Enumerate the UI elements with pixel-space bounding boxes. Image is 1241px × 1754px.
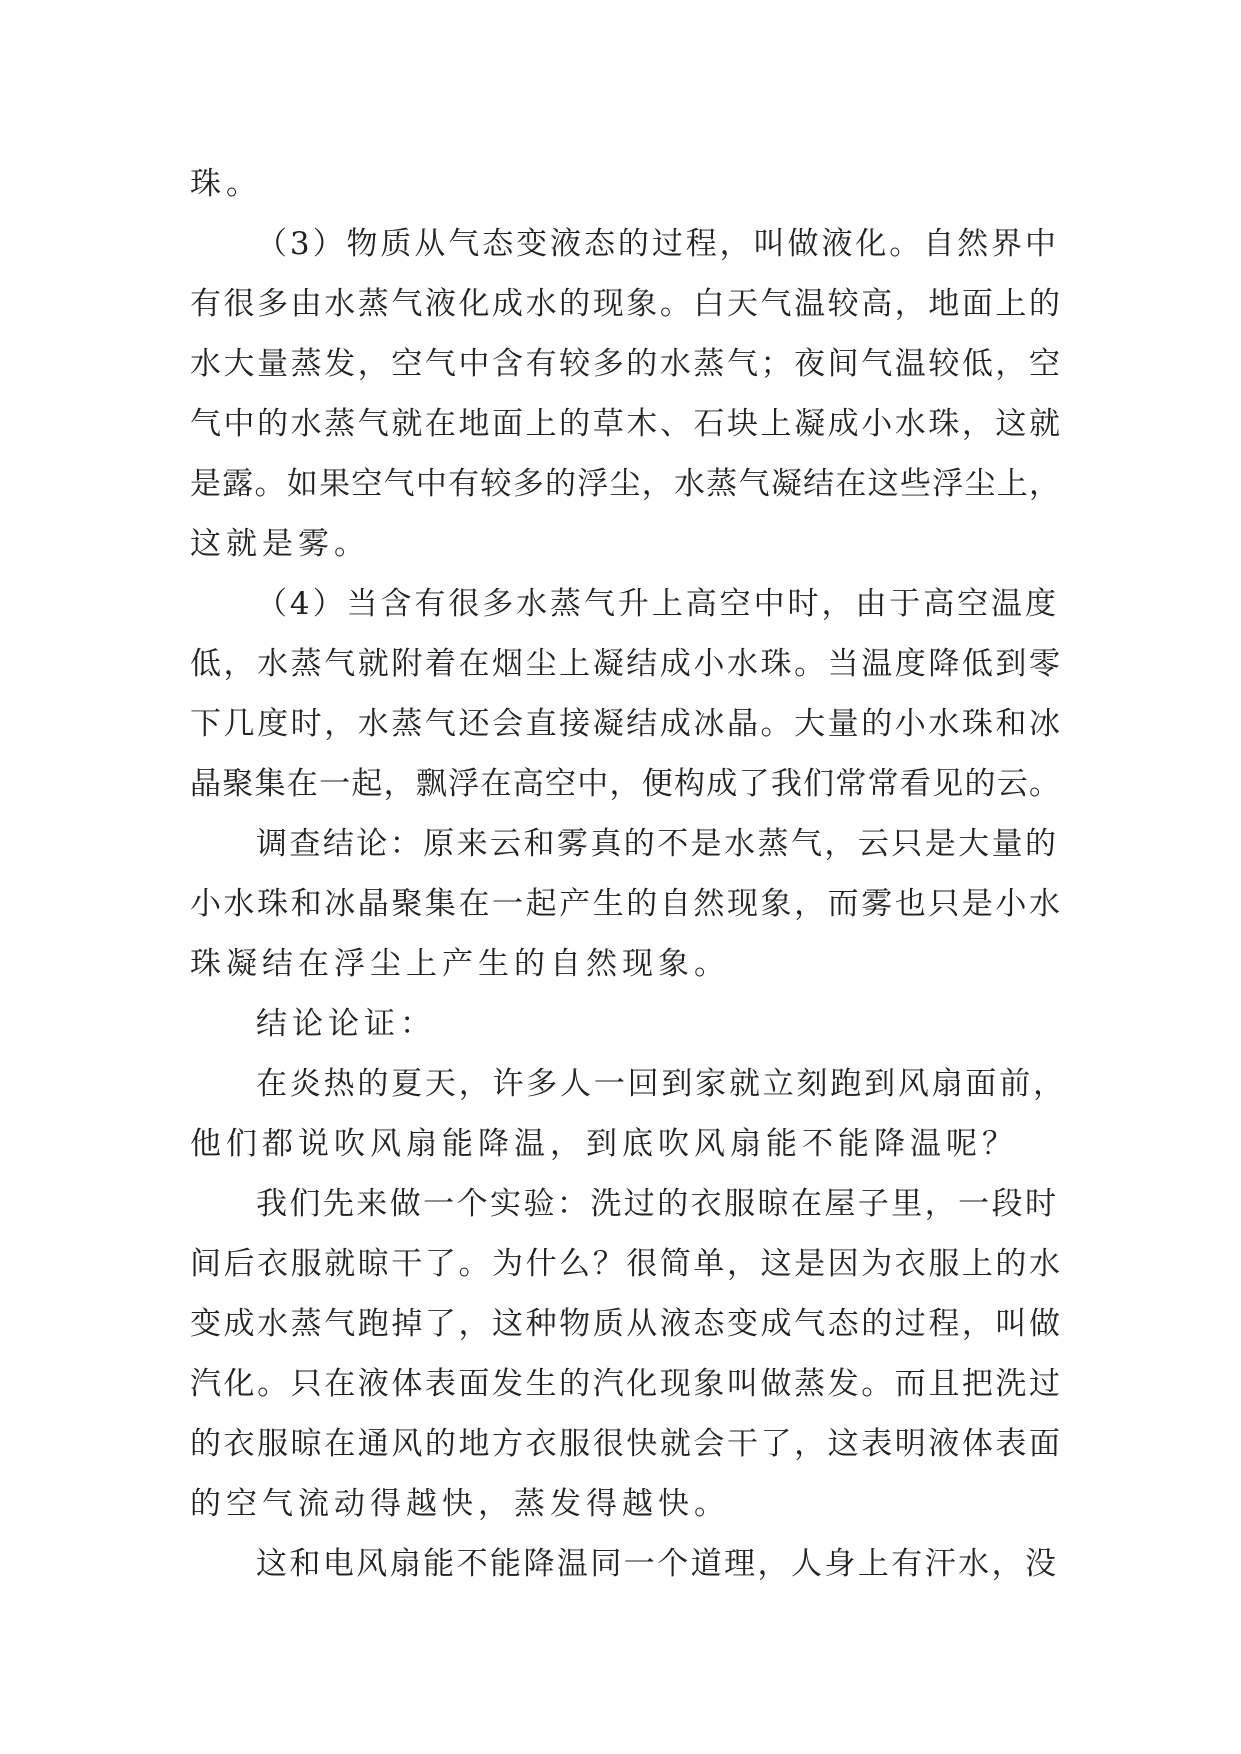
text-line: 这就是雾。 xyxy=(190,526,370,562)
text-line: （4）当含有很多水蒸气升上高空中时，由于高空温度 xyxy=(256,586,1056,622)
text-line: 间后衣服就晾干了。为什么？很简单，这是因为衣服上的水 xyxy=(190,1246,1060,1282)
text-line: 气中的水蒸气就在地面上的草木、石块上凝成小水珠，这就 xyxy=(190,406,1060,442)
text-line: 我们先来做一个实验：洗过的衣服晾在屋子里，一段时 xyxy=(256,1186,1056,1222)
text-line: 汽化。只在液体表面发生的汽化现象叫做蒸发。而且把洗过 xyxy=(190,1366,1060,1402)
text-line: 他们都说吹风扇能降温，到底吹风扇能不能降温呢？ xyxy=(190,1126,1018,1162)
text-line: 结论论证： xyxy=(256,1006,436,1042)
text-line: 低，水蒸气就附着在烟尘上凝结成小水珠。当温度降低到零 xyxy=(190,646,1060,682)
text-line: 变成水蒸气跑掉了，这种物质从液态变成气态的过程，叫做 xyxy=(190,1306,1060,1342)
text-line: 的空气流动得越快，蒸发得越快。 xyxy=(190,1486,730,1522)
text-line: 小水珠和冰晶聚集在一起产生的自然现象，而雾也只是小水 xyxy=(190,886,1060,922)
text-line: 是露。如果空气中有较多的浮尘，水蒸气凝结在这些浮尘上， xyxy=(190,466,1060,502)
text-line: （3）物质从气态变液态的过程，叫做液化。自然界中 xyxy=(256,226,1056,262)
text-line: 珠凝结在浮尘上产生的自然现象。 xyxy=(190,946,730,982)
text-line: 晶聚集在一起，飘浮在高空中，便构成了我们常常看见的云。 xyxy=(190,766,1060,802)
text-line: 在炎热的夏天，许多人一回到家就立刻跑到风扇面前， xyxy=(256,1066,1064,1102)
text-line: 调查结论：原来云和雾真的不是水蒸气，云只是大量的 xyxy=(256,826,1056,862)
text-line: 水大量蒸发，空气中含有较多的水蒸气；夜间气温较低，空 xyxy=(190,346,1060,382)
text-line: 有很多由水蒸气液化成水的现象。白天气温较高，地面上的 xyxy=(190,286,1060,322)
text-line: 下几度时，水蒸气还会直接凝结成冰晶。大量的小水珠和冰 xyxy=(190,706,1060,742)
text-line: 珠。 xyxy=(190,166,262,202)
text-line: 这和电风扇能不能降温同一个道理，人身上有汗水，没 xyxy=(256,1546,1056,1582)
text-line: 的衣服晾在通风的地方衣服很快就会干了，这表明液体表面 xyxy=(190,1426,1060,1462)
